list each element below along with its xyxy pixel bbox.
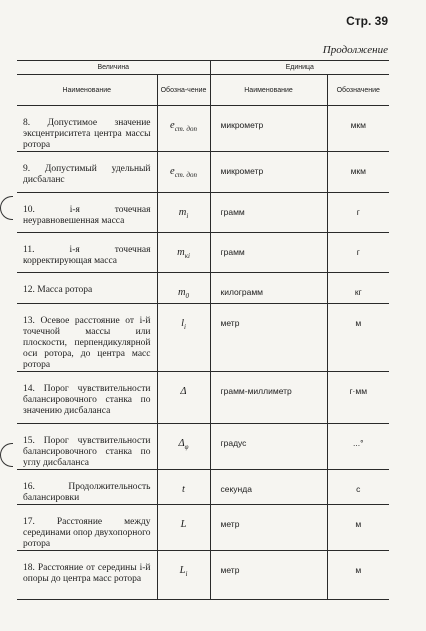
quantity-symbol-subscript: 0 — [185, 292, 190, 301]
unit-symbol-cell: кг — [327, 273, 389, 304]
header-quantity: Величина — [17, 61, 210, 75]
quantities-table — [17, 60, 389, 600]
page-number: Стр. 39 — [346, 14, 388, 28]
unit-name-cell: грамм — [210, 233, 327, 273]
header-unit: Единица — [210, 61, 389, 75]
quantity-symbol: l — [181, 318, 184, 329]
unit-name-cell: метр — [210, 551, 327, 600]
unit-name-cell: секунда — [210, 470, 327, 505]
unit-name-cell: градус — [210, 424, 327, 470]
unit-symbol-cell: г — [327, 193, 389, 233]
table-row — [17, 372, 389, 424]
quantity-name-cell: 15. Порог чувствительности балансировочного станка по углу дисбаланса — [17, 424, 157, 470]
unit-name-cell: метр — [210, 505, 327, 551]
header-unit-name: Наименование — [210, 75, 327, 106]
table-row — [17, 273, 389, 304]
quantity-symbol-cell — [157, 470, 210, 505]
quantity-symbol-cell — [157, 424, 210, 470]
quantity-symbol: e — [170, 166, 175, 177]
header-designation: Обозна-чение — [157, 75, 210, 106]
quantity-name-cell: 8. Допустимое значение эксцентриситета центра массы ротора — [17, 106, 157, 152]
unit-symbol-cell: с — [327, 470, 389, 505]
quantity-symbol: m — [178, 207, 187, 218]
header-name: Наименование — [17, 75, 157, 106]
quantities-table-wrap — [17, 60, 389, 600]
continuation-label: Продолжение — [322, 44, 388, 56]
table-row — [17, 304, 389, 372]
header-unit-designation: Обозначение — [327, 75, 389, 106]
quantity-symbol-subscript: ст. доп — [174, 125, 197, 134]
unit-name-cell: микрометр — [210, 106, 327, 152]
quantity-symbol: L — [180, 519, 187, 530]
table-row — [17, 424, 389, 470]
unit-name-cell: грамм-миллиметр — [210, 372, 327, 424]
unit-symbol-cell: мкм — [327, 152, 389, 193]
unit-name-cell: килограмм — [210, 273, 327, 304]
quantity-name-cell: 14. Порог чувствительности балансировочного станка по значению дисбаланса — [17, 372, 157, 424]
quantity-symbol: m — [177, 247, 185, 258]
table-row — [17, 505, 389, 551]
table-row — [17, 106, 389, 152]
unit-name-cell: микрометр — [210, 152, 327, 193]
table-row — [17, 233, 389, 273]
quantity-name-cell: 10. i-я точечная неуравновешенная масса — [17, 193, 157, 233]
quantity-symbol: t — [182, 484, 185, 495]
unit-symbol-cell: м — [327, 304, 389, 372]
quantity-symbol-cell — [157, 273, 210, 304]
table-row — [17, 193, 389, 233]
quantity-name-cell: 12. Масса ротора — [17, 273, 157, 304]
quantity-symbol-cell — [157, 193, 210, 233]
quantity-name-cell: 16. Продолжительность балансировки — [17, 470, 157, 505]
table-row — [17, 152, 389, 193]
quantity-symbol-cell — [157, 152, 210, 193]
scan-mark-lower — [0, 443, 13, 467]
quantity-symbol: e — [170, 120, 175, 131]
unit-symbol-cell: г — [327, 233, 389, 273]
unit-symbol-cell: м — [327, 551, 389, 600]
quantity-symbol-subscript: i — [183, 323, 186, 332]
table-row — [17, 551, 389, 600]
quantity-symbol: Δ — [178, 438, 185, 449]
quantity-symbol-subscript: кi — [184, 252, 190, 261]
quantity-name-cell: 9. Допустимый удельный дисбаланс — [17, 152, 157, 193]
quantity-symbol-subscript: i — [186, 212, 189, 221]
quantity-symbol-cell — [157, 304, 210, 372]
unit-symbol-cell: г·мм — [327, 372, 389, 424]
quantity-symbol-subscript: φ — [184, 443, 189, 452]
unit-symbol-cell: мкм — [327, 106, 389, 152]
quantity-name-cell: 17. Расстояние между серединами опор двухопорного ротора — [17, 505, 157, 551]
unit-symbol-cell: м — [327, 505, 389, 551]
quantity-symbol-cell — [157, 106, 210, 152]
quantity-name-cell: 18. Расстояние от середины i-й опоры до центра масс ротора — [17, 551, 157, 600]
unit-name-cell: метр — [210, 304, 327, 372]
scan-mark-upper — [0, 196, 13, 220]
table-body — [17, 106, 389, 600]
quantity-symbol-subscript: ст. доп — [174, 171, 197, 180]
quantity-name-cell: 11. i-я точечная корректирующая масса — [17, 233, 157, 273]
unit-symbol-cell: ...° — [327, 424, 389, 470]
quantity-symbol: Δ — [180, 386, 187, 397]
quantity-symbol-subscript: i — [185, 570, 188, 579]
quantity-symbol-cell — [157, 372, 210, 424]
unit-name-cell: грамм — [210, 193, 327, 233]
quantity-symbol-cell — [157, 551, 210, 600]
quantity-symbol: L — [179, 565, 186, 576]
quantity-symbol: m — [177, 287, 186, 298]
table-row — [17, 470, 389, 505]
quantity-name-cell: 13. Осевое расстояние от i-й точечной массы или плоскости, перпендикулярной оси ротора, до центра масс ротора — [17, 304, 157, 372]
quantity-symbol-cell — [157, 233, 210, 273]
quantity-symbol-cell — [157, 505, 210, 551]
